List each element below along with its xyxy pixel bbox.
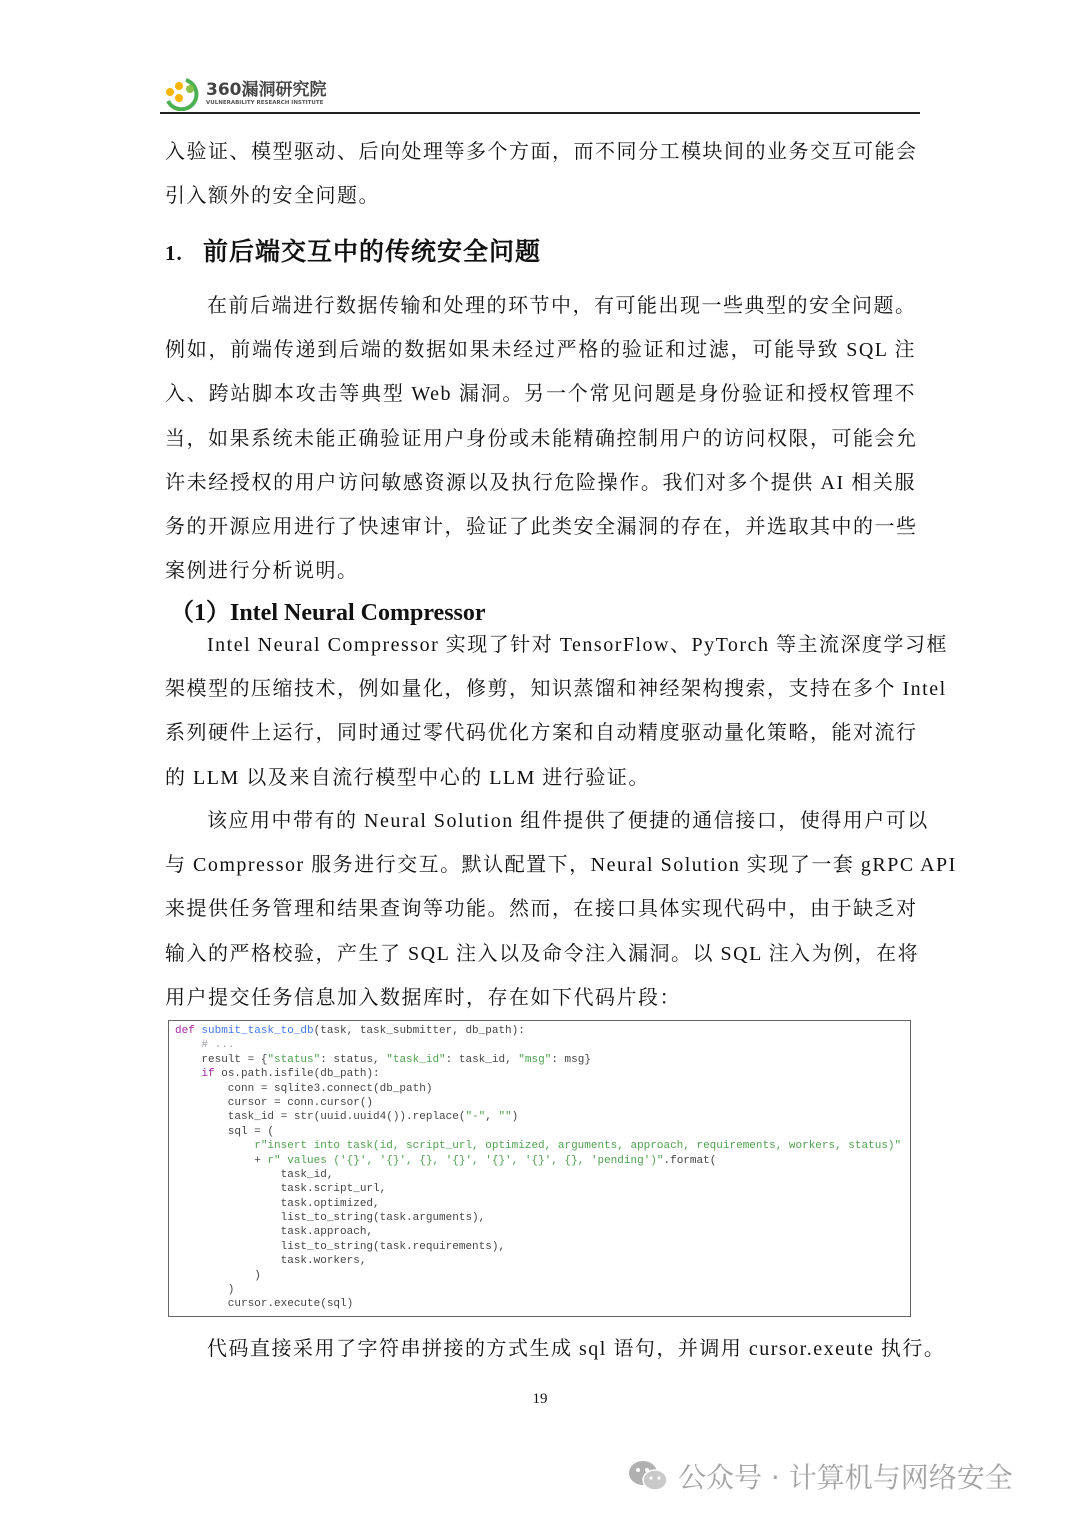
code-token: "status" — [267, 1053, 321, 1066]
text-line: 用户提交任务信息加入数据库时，存在如下代码片段： — [165, 986, 681, 1009]
code-token: cursor = conn.cursor() — [175, 1096, 374, 1109]
logo-mark-icon — [164, 77, 200, 111]
logo-subtitle: VULNERABILITY RESEARCH INSTITUTE — [206, 99, 324, 106]
text-line: 该应用中带有的 Neural Solution 组件提供了便捷的通信接口，使得用户可以 — [207, 810, 929, 832]
code-line — [169, 1110, 910, 1124]
code-line — [169, 1082, 910, 1096]
code-token: "" — [498, 1111, 512, 1124]
code-token: ) — [511, 1111, 519, 1124]
text-line: 架模型的压缩技术，例如量化，修剪，知识蒸馏和神经架构搜索，支持在多个 Intel — [165, 678, 947, 701]
code-line — [169, 1168, 910, 1182]
code-caption: 代码直接采用了字符串拼接的方式生成 sql 语句，并调用 cursor.exeute 执行。 — [207, 1338, 946, 1360]
paragraph-2 — [165, 623, 948, 800]
section-number: 1. — [165, 241, 183, 265]
code-token: r"insert into task(id, script_url, optimized, arguments, approach, requirements, workers, status)" — [175, 1140, 902, 1153]
code-line — [169, 1197, 910, 1211]
code-line — [169, 1254, 910, 1268]
code-token: task.script_url, — [175, 1183, 387, 1196]
code-token: os.path.isfile(db_path): — [221, 1068, 380, 1081]
code-token: "task_id" — [386, 1053, 446, 1066]
code-token: result = { — [175, 1053, 268, 1066]
text-line: 案例进行分析说明。 — [165, 560, 359, 583]
code-token: , — [485, 1111, 499, 1124]
code-token: task_id, — [175, 1168, 334, 1181]
text-line: 例如，前端传递到后端的数据如果未经过严格的验证和过滤，可能导致 SQL 注 — [165, 339, 916, 362]
paragraph-3 — [165, 799, 957, 1020]
intro-paragraph — [165, 130, 916, 218]
code-token: ) — [175, 1284, 235, 1297]
code-token: "-" — [465, 1111, 486, 1124]
code-line — [169, 1182, 910, 1196]
code-block — [168, 1020, 911, 1317]
code-token: sql = ( — [175, 1125, 275, 1138]
code-token: task.workers, — [175, 1255, 367, 1268]
header-rule — [160, 112, 920, 114]
text-line: 入验证、模型驱动、后向处理等多个方面，而不同分工模块间的业务交互可能会 — [165, 141, 918, 163]
code-token: # ... — [175, 1039, 235, 1052]
text-line: Intel Neural Compressor 实现了针对 TensorFlow、PyTorch 等主流深度学习框 — [207, 634, 948, 656]
code-token: (task, task_submitter, db_path): — [313, 1025, 525, 1037]
code-line — [169, 1096, 910, 1110]
section-title: 前后端交互中的传统安全问题 — [203, 239, 542, 266]
text-line: 引入额外的安全问题。 — [165, 185, 380, 208]
logo-title: 360漏洞研究院 — [206, 79, 327, 100]
text-line: 务的开源应用进行了快速审计，验证了此类安全漏洞的存在，并选取其中的一些 — [165, 515, 918, 538]
code-token: ) — [175, 1269, 261, 1282]
code-token: : status, — [320, 1053, 387, 1066]
code-line — [169, 1269, 910, 1283]
subsection-heading: （1）Intel Neural Compressor — [170, 600, 486, 626]
text-line: 输入的严格校验，产生了 SQL 注入以及命令注入漏洞。以 SQL 注入为例，在将 — [165, 942, 920, 965]
code-token: list_to_string(task.requirements), — [175, 1240, 506, 1253]
wechat-icon — [628, 1459, 668, 1493]
code-token: submit_task_to_db — [201, 1025, 314, 1037]
text-line: 在前后端进行数据传输和处理的环节中，有可能出现一些典型的安全问题。 — [207, 295, 917, 317]
code-token: conn = sqlite3.connect(db_path) — [175, 1082, 433, 1095]
code-token: + — [175, 1154, 268, 1167]
code-token: .format( — [663, 1154, 717, 1167]
text-line: 与 Compressor 服务进行交互。默认配置下，Neural Solution 实现了一套 gRPC API — [165, 854, 957, 877]
watermark-text: 公众号 · 计算机与网络安全 — [678, 1461, 1013, 1494]
code-line — [169, 1283, 910, 1297]
watermark — [628, 1456, 1013, 1496]
logo — [164, 76, 327, 112]
text-line: 入、跨站脚本攻击等典型 Web 漏洞。另一个常见问题是身份验证和授权管理不 — [165, 383, 916, 406]
text-line: 许未经授权的用户访问敏感资源以及执行危险操作。我们对多个提供 AI 相关服 — [165, 471, 916, 494]
code-line — [169, 1067, 910, 1081]
text-line: 系列硬件上运行，同时通过零代码优化方案和自动精度驱动量化策略，能对流行 — [165, 722, 918, 745]
code-line — [169, 1024, 910, 1038]
code-token: r" values ('{}', '{}', {}, '{}', '{}', '{}', {}, 'pending')" — [267, 1154, 664, 1167]
text-line: 的 LLM 以及来自流行模型中心的 LLM 进行验证。 — [165, 766, 650, 789]
page-number: 19 — [532, 1391, 548, 1407]
code-token: task.optimized, — [175, 1197, 380, 1210]
code-token: list_to_string(task.arguments), — [175, 1212, 486, 1225]
code-line — [169, 1125, 910, 1139]
text-line: 来提供任务管理和结果查询等功能。然而，在接口具体实现代码中，由于缺乏对 — [165, 898, 918, 921]
paragraph-1 — [165, 284, 916, 593]
section-heading — [165, 232, 541, 268]
code-token: def — [175, 1025, 202, 1037]
code-line — [169, 1139, 910, 1153]
code-line — [169, 1053, 910, 1067]
code-token: task_id = str(uuid.uuid4()).replace( — [175, 1111, 466, 1124]
code-line — [169, 1038, 910, 1052]
code-line — [169, 1211, 910, 1225]
code-token: if — [175, 1068, 222, 1081]
code-line — [169, 1297, 910, 1311]
code-line — [169, 1240, 910, 1254]
text-line: 当，如果系统未能正确验证用户身份或未能精确控制用户的访问权限，可能会允 — [165, 427, 918, 450]
code-line — [169, 1225, 910, 1239]
code-token: task.approach, — [175, 1226, 374, 1239]
code-line — [169, 1154, 910, 1168]
code-token: cursor.execute(sql) — [175, 1298, 354, 1311]
code-token: "msg" — [518, 1053, 552, 1066]
code-token: : msg} — [551, 1053, 591, 1066]
code-token: : task_id, — [445, 1053, 519, 1066]
